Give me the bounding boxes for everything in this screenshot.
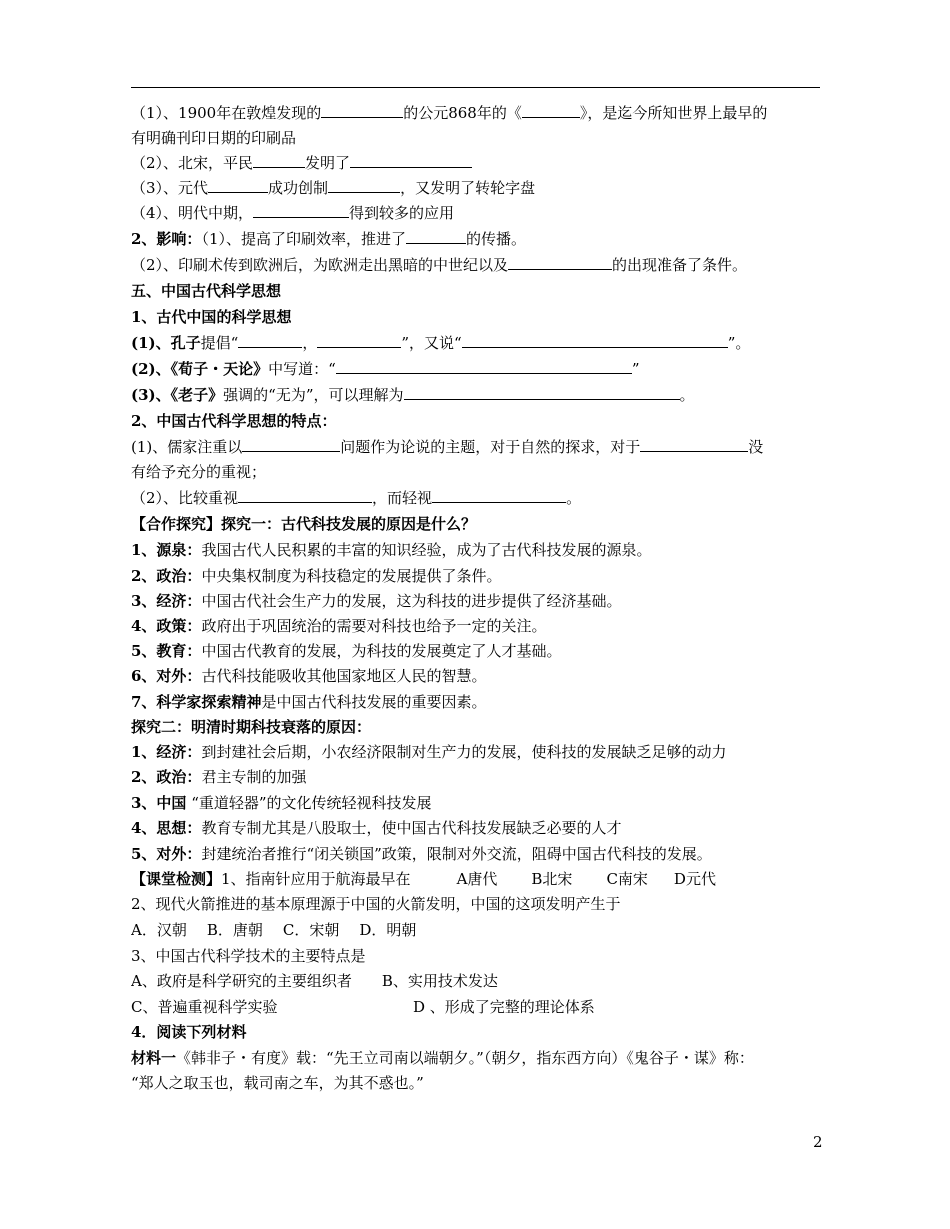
fill-blank[interactable] <box>242 436 340 452</box>
text-line: 3、中国 “重道轻器”的文化传统轻视科技发展 <box>131 794 432 812</box>
choice-option[interactable]: A唐代 <box>456 870 498 888</box>
text-line: （1）、1900年在敦煌发现的 的公元868年的《 》，是迄今所知世界上最早的 <box>131 104 768 122</box>
fill-blank[interactable] <box>253 202 349 218</box>
sub-heading: 2、中国古代科学思想的特点： <box>131 412 337 430</box>
text-line: 2、政治：中央集权制度为科技稳定的发展提供了条件。 <box>131 567 502 585</box>
choice-option[interactable]: D元代 <box>673 870 716 888</box>
choice-option[interactable]: B、实用技术发达 <box>381 972 498 990</box>
page-number: 2 <box>813 1133 823 1151</box>
fill-blank[interactable] <box>522 102 580 118</box>
text-line: （2）、北宋，平民 发明了 <box>131 151 820 175</box>
choice-option[interactable]: D．明朝 <box>359 921 417 939</box>
fill-blank[interactable] <box>208 177 268 193</box>
text-line: (1)、孔子提倡“ ， ”，又说“ ”。 <box>131 334 751 352</box>
text-line: 4、思想：教育专制尤其是八股取士，使中国古代科技发展缺乏必要的人才 <box>131 819 622 837</box>
text-line: 有明确刊印日期的印刷品 <box>131 129 297 147</box>
question-line: 3、中国古代科学技术的主要特点是 <box>131 947 366 965</box>
fill-blank[interactable] <box>640 436 748 452</box>
fill-blank[interactable] <box>238 487 372 503</box>
text-line: 有给予充分的重视； <box>131 463 267 481</box>
text-line: 5、对外：封建统治者推行“闭关锁国”政策，限制对外交流，阻碍中国古代科技的发展。 <box>131 845 712 863</box>
text-line: （2）、印刷术传到欧洲后，为欧洲走出黑暗的中世纪以及 的出现准备了条件。 <box>131 256 748 274</box>
text-line: 5、教育：中国古代教育的发展，为科技的发展奠定了人才基础。 <box>131 642 562 660</box>
fill-blank[interactable] <box>404 384 680 400</box>
choice-option[interactable]: B．唐朝 <box>206 921 263 939</box>
text-line: 1、源泉：我国古代人民积累的丰富的知识经验，成为了古代科技发展的源泉。 <box>131 541 652 559</box>
fill-blank[interactable] <box>253 152 305 168</box>
fill-blank[interactable] <box>508 254 612 270</box>
fill-blank[interactable] <box>336 358 632 374</box>
text-line: 7、科学家探索精神是中国古代科技发展的重要因素。 <box>131 693 487 711</box>
text-line: (1)、儒家注重以 问题作为论说的主题，对于自然的探求，对于 没 <box>131 438 764 456</box>
question-line: 2、现代火箭推进的基本原理源于中国的火箭发明，中国的这项发明产生于 <box>131 895 621 913</box>
fill-blank[interactable] <box>350 152 472 168</box>
text-line: (2)、《荀子・天论》中写道：“ ” <box>131 360 640 378</box>
fill-blank[interactable] <box>406 228 466 244</box>
choice-option[interactable]: D 、形成了完整的理论体系 <box>413 998 595 1016</box>
sub-heading: 1、古代中国的科学思想 <box>131 308 292 326</box>
text-line: 3、经济：中国古代社会生产力的发展，这为科技的进步提供了经济基础。 <box>131 592 622 610</box>
section-heading: 五、中国古代科学思想 <box>131 282 282 300</box>
options-line <box>131 918 820 942</box>
options-line <box>131 995 820 1019</box>
choice-option[interactable]: C．宋朝 <box>282 921 340 939</box>
text-line: （2）、比较重视 ，而轻视 。 <box>131 489 582 507</box>
choice-option[interactable]: C南宋 <box>606 870 648 888</box>
choice-option[interactable]: C、普遍重视科学实验 <box>131 998 278 1016</box>
question-line: 【课堂检测】1、指南针应用于航海最早在 A唐代 B北宋 C南宋 D元代 <box>131 867 820 891</box>
text-line: 6、对外：古代科技能吸收其他国家地区人民的智慧。 <box>131 667 487 685</box>
header-rule <box>131 87 820 88</box>
section-heading: 【合作探究】探究一：古代科技发展的原因是什么？ <box>131 515 477 533</box>
text-line: 材料一《韩非子・有度》载：“先王立司南以端朝夕。”（朝夕，指东西方向）《鬼谷子・谋》称： <box>131 1049 754 1067</box>
fill-blank[interactable] <box>317 332 401 348</box>
sub-heading: 4．阅读下列材料 <box>131 1023 247 1041</box>
options-line <box>131 969 820 993</box>
text-line: (3)、《老子》强调的“无为”，可以理解为 。 <box>131 386 695 404</box>
text-line: 2、政治：君主专制的加强 <box>131 768 307 786</box>
text-line: 1、经济：到封建社会后期，小农经济限制对生产力的发展，使科技的发展缺乏足够的动力 <box>131 743 727 761</box>
choice-option[interactable]: A．汉朝 <box>131 921 187 939</box>
text-line: “郑人之取玉也，载司南之车，为其不惑也。” <box>131 1074 424 1092</box>
fill-blank[interactable] <box>462 332 728 348</box>
choice-option[interactable]: B北宋 <box>531 870 573 888</box>
fill-blank[interactable] <box>321 102 403 118</box>
text-line: 4、政策：政府出于巩固统治的需要对科技也给予一定的关注。 <box>131 617 547 635</box>
section-heading: 探究二：明清时期科技衰落的原因： <box>131 718 372 736</box>
text-line: （4）、明代中期， 得到较多的应用 <box>131 204 455 222</box>
text-line: （3）、元代 成功创制 ，又发明了转轮字盘 <box>131 179 536 197</box>
fill-blank[interactable] <box>238 332 302 348</box>
fill-blank[interactable] <box>432 487 566 503</box>
text-line: 2、影响：（1）、提高了印刷效率，推进了 的传播。 <box>131 230 526 248</box>
choice-option[interactable]: A、政府是科学研究的主要组织者 <box>131 972 352 990</box>
fill-blank[interactable] <box>328 177 400 193</box>
